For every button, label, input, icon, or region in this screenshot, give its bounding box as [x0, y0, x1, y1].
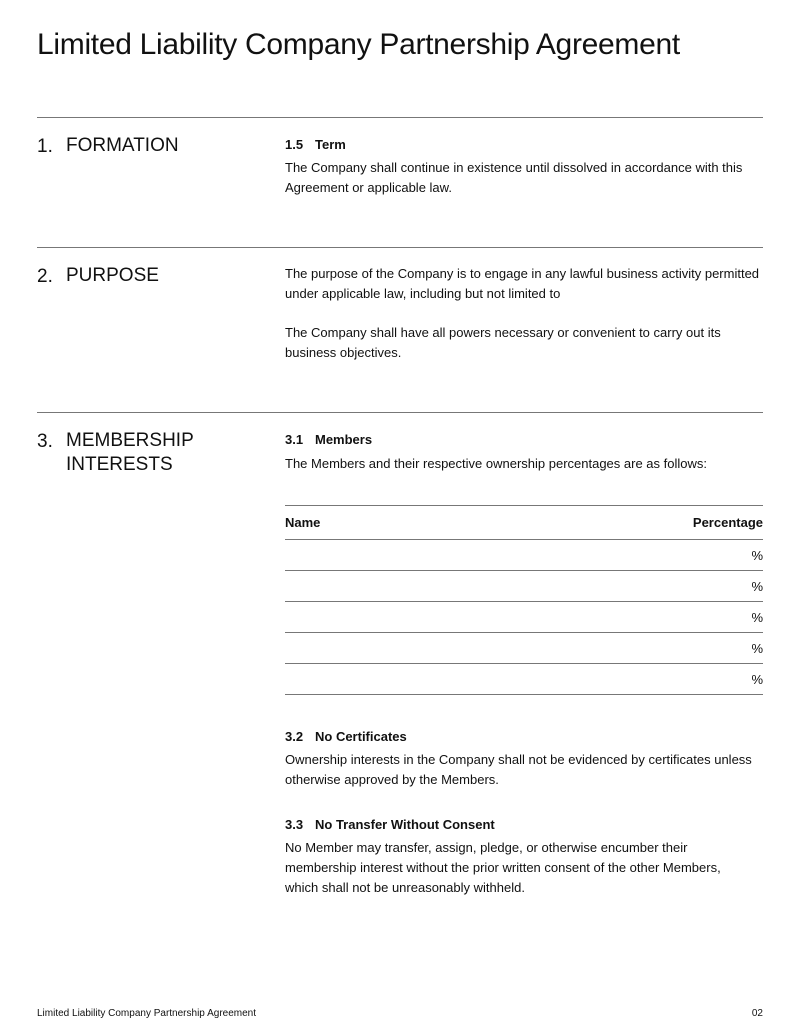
- section-number: 2.: [37, 266, 53, 287]
- subsection-heading: [285, 817, 495, 832]
- table-row-percentage: %: [751, 641, 763, 656]
- divider: [37, 412, 763, 413]
- section-title-line: INTERESTS: [66, 454, 173, 475]
- section-number: 1.: [37, 136, 53, 157]
- paragraph: The purpose of the Company is to engage in any lawful business activity permitted under applicable law, including but not limited to: [285, 266, 760, 301]
- subsection-title: Members: [315, 432, 373, 447]
- subsection-number: 3.1: [285, 432, 304, 447]
- subsection-title: No Certificates: [315, 729, 407, 744]
- subsection-title: No Transfer Without Consent: [315, 817, 495, 832]
- table-row-percentage: %: [751, 672, 763, 687]
- table-rule: [285, 570, 763, 571]
- table-row-percentage: %: [751, 610, 763, 625]
- table-rule: [285, 601, 763, 602]
- paragraph: The Members and their respective ownership percentages are as follows:: [285, 456, 707, 471]
- section-title: [66, 429, 194, 477]
- table-rule: [285, 632, 763, 633]
- subsection-number: 3.3: [285, 817, 304, 832]
- divider: [37, 247, 763, 248]
- section-title-line: MEMBERSHIP: [66, 430, 194, 451]
- column-header-percentage: Percentage: [692, 515, 763, 530]
- table-rule: [285, 694, 763, 695]
- subsection-heading: [285, 137, 346, 152]
- subsection-number: 1.5: [285, 137, 304, 152]
- subsection-title: Term: [315, 137, 346, 152]
- table-rule: [285, 663, 763, 664]
- paragraph: The Company shall continue in existence until dissolved in accordance with this Agreement or applicable law.: [285, 160, 743, 195]
- paragraph: The Company shall have all powers necessary or convenient to carry out its business objectives.: [285, 325, 721, 360]
- subsection-heading: [285, 729, 407, 744]
- page-number: 02: [751, 1008, 763, 1019]
- section-title: FORMATION: [66, 135, 179, 156]
- footer-title: Limited Liability Company Partnership Agreement: [37, 1008, 256, 1019]
- divider: [37, 117, 763, 118]
- column-header-name: Name: [285, 515, 321, 530]
- section-number: 3.: [37, 431, 53, 452]
- table-rule: [285, 505, 763, 506]
- subsection-number: 3.2: [285, 729, 304, 744]
- subsection-heading: [285, 432, 372, 447]
- table-row-percentage: %: [751, 579, 763, 594]
- document-title: Limited Liability Company Partnership Agreement: [37, 28, 680, 61]
- paragraph: No Member may transfer, assign, pledge, or otherwise encumber their membership interest without the prior written consent of the other Members, which shall not be unreasonably withheld.: [285, 840, 721, 895]
- section-title: PURPOSE: [66, 265, 159, 286]
- table-rule: [285, 539, 763, 540]
- paragraph: Ownership interests in the Company shall not be evidenced by certificates unless otherwise approved by the Members.: [285, 752, 752, 787]
- table-row-percentage: %: [751, 548, 763, 563]
